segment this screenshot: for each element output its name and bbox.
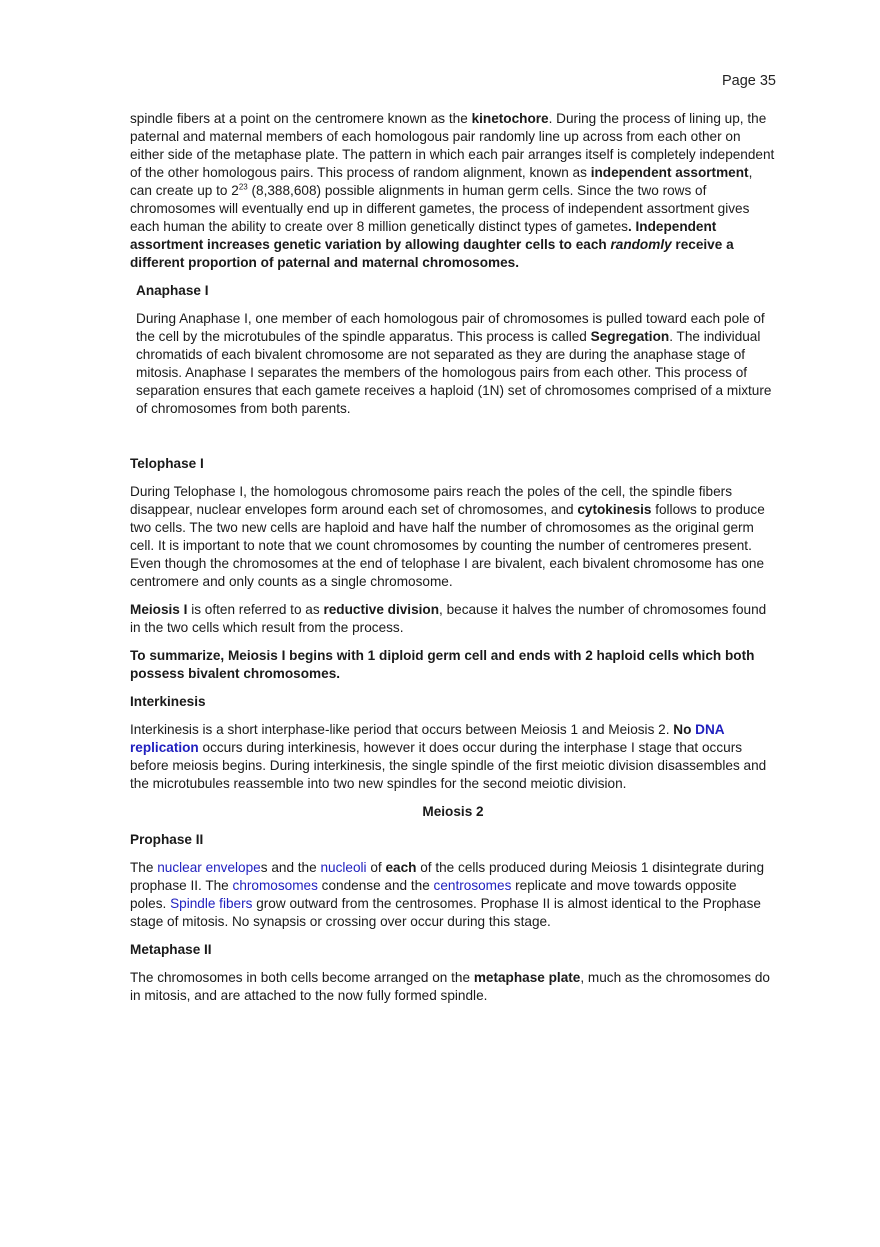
link-chromosomes[interactable]: chromosomes <box>232 878 318 893</box>
emphasis-text: receive a different proportion of paternal and maternal chromosomes. <box>130 237 734 270</box>
prophase-ii-paragraph <box>130 859 776 931</box>
text-run: replicate and move towards opposite poles. <box>130 878 737 911</box>
section-spacer <box>130 428 776 455</box>
emphasis-each: each <box>385 860 417 875</box>
term-cytokinesis: cytokinesis <box>577 502 652 517</box>
text-run: During Telophase I, the homologous chromosome pairs reach the poles of the cell, the spindle fibers disappear, nuclear envelopes form around each set of chromosomes, and <box>130 484 732 517</box>
exponent: 23 <box>238 182 248 192</box>
text-run: , because it halves the number of chromosomes found in the two cells which result from the process. <box>130 602 767 635</box>
term-metaphase-plate: metaphase plate <box>473 970 581 985</box>
page-number: Page 35 <box>721 73 776 89</box>
term-independent-assortment: independent assortment <box>590 165 749 180</box>
link-centrosomes[interactable]: centrosomes <box>433 878 512 893</box>
text-run: . The individual chromatids of each bivalent chromosome are not separated as they are during the anaphase stage of mitosis. Anaphase I separates the members of the homologous pairs from each other. This process of separation ensures that each gamete receives a haploid (1N) set of chromosomes comprised of a mixture of chromosomes from both parents. <box>136 329 772 416</box>
text-run: . During the process of lining up, the paternal and maternal members of each homologous pair randomly line up across from each other on either side of the metaphase plate. The pattern in which each pair arranges itself is completely independent of the other homologous pairs. This process of random alignment, known as <box>130 111 775 180</box>
text-run: spindle fibers at a point on the centromere known as the <box>130 111 472 126</box>
text-run: , can create up to 2 <box>130 165 753 198</box>
reductive-division-paragraph <box>130 601 776 637</box>
text-run: of the cells produced during Meiosis 1 disintegrate during prophase II. The <box>130 860 765 893</box>
prophase-ii-heading: Prophase II <box>130 832 204 847</box>
document-body <box>130 110 776 1015</box>
text-run: During Anaphase I, one member of each homologous pair of chromosomes is pulled toward each pole of the cell by the microtubules of the spindle apparatus. This process is called <box>136 311 765 344</box>
term-kinetochore: kinetochore <box>471 111 549 126</box>
interkinesis-paragraph <box>130 721 776 793</box>
text-run: The chromosomes in both cells become arranged on the <box>130 970 474 985</box>
telophase-heading: Telophase I <box>130 456 204 471</box>
link-dna-replication[interactable]: DNA replication <box>130 722 725 755</box>
text-run: Interkinesis is a short interphase-like period that occurs between Meiosis 1 and Meiosis 2. <box>130 722 674 737</box>
independent-assortment-paragraph <box>130 110 776 272</box>
text-run: The <box>130 860 158 875</box>
interkinesis-heading: Interkinesis <box>130 694 206 709</box>
text-run: follows to produce two cells. The two new cells are haploid and have half the number of chromosomes as the original germ cell. It is important to note that we count chromosomes by counting the number of centromeres present. Even though the chromosomes at the end of telophase I are bivalent, each bivalent chromosome has one centromere and only counts as a single chromosome. <box>130 502 765 589</box>
link-nucleoli[interactable]: nucleoli <box>320 860 367 875</box>
text-run: is often referred to as <box>187 602 324 617</box>
anaphase-section <box>130 282 776 418</box>
summary-paragraph: To summarize, Meiosis I begins with 1 diploid germ cell and ends with 2 haploid cells which both possess bivalent chromosomes. <box>130 648 755 681</box>
text-run: occurs during interkinesis, however it does occur during the interphase I stage that occurs before meiosis begins. During interkinesis, the single spindle of the first meiotic division disassembles and the microtubules reassemble into two new spindles for the second meiotic division. <box>130 740 767 791</box>
anaphase-paragraph <box>136 310 776 418</box>
emphasis-randomly: randomly <box>610 237 672 252</box>
term-segregation: Segregation <box>590 329 670 344</box>
text-run: (8,388,608) possible alignments in human germ cells. Since the two rows of chromosomes will eventually end up in different gametes, the process of independent assortment gives each human the ability to create over 8 million genetically distinct types of gametes <box>130 183 750 234</box>
text-run: , much as the chromosomes do in mitosis, and are attached to the now fully formed spindle. <box>130 970 770 1003</box>
term-meiosis-i: Meiosis I <box>130 602 188 617</box>
meiosis-2-heading: Meiosis 2 <box>422 804 484 819</box>
text-run: condense and the <box>317 878 434 893</box>
link-nuclear-envelope[interactable]: nuclear envelope <box>157 860 261 875</box>
emphasis-no: No <box>673 722 696 737</box>
anaphase-heading: Anaphase I <box>136 283 209 298</box>
link-spindle-fibers[interactable]: Spindle fibers <box>170 896 253 911</box>
metaphase-ii-paragraph <box>130 969 776 1005</box>
text-run: grow outward from the centrosomes. Prophase II is almost identical to the Prophase stage of mitosis. No synapsis or crossing over occur during this stage. <box>130 896 761 929</box>
metaphase-ii-heading: Metaphase II <box>130 942 212 957</box>
text-run: s and the <box>260 860 321 875</box>
term-reductive-division: reductive division <box>323 602 440 617</box>
emphasis-text: . Independent assortment increases genetic variation by allowing daughter cells to each <box>130 219 717 252</box>
telophase-paragraph <box>130 483 776 591</box>
text-run: of <box>366 860 386 875</box>
